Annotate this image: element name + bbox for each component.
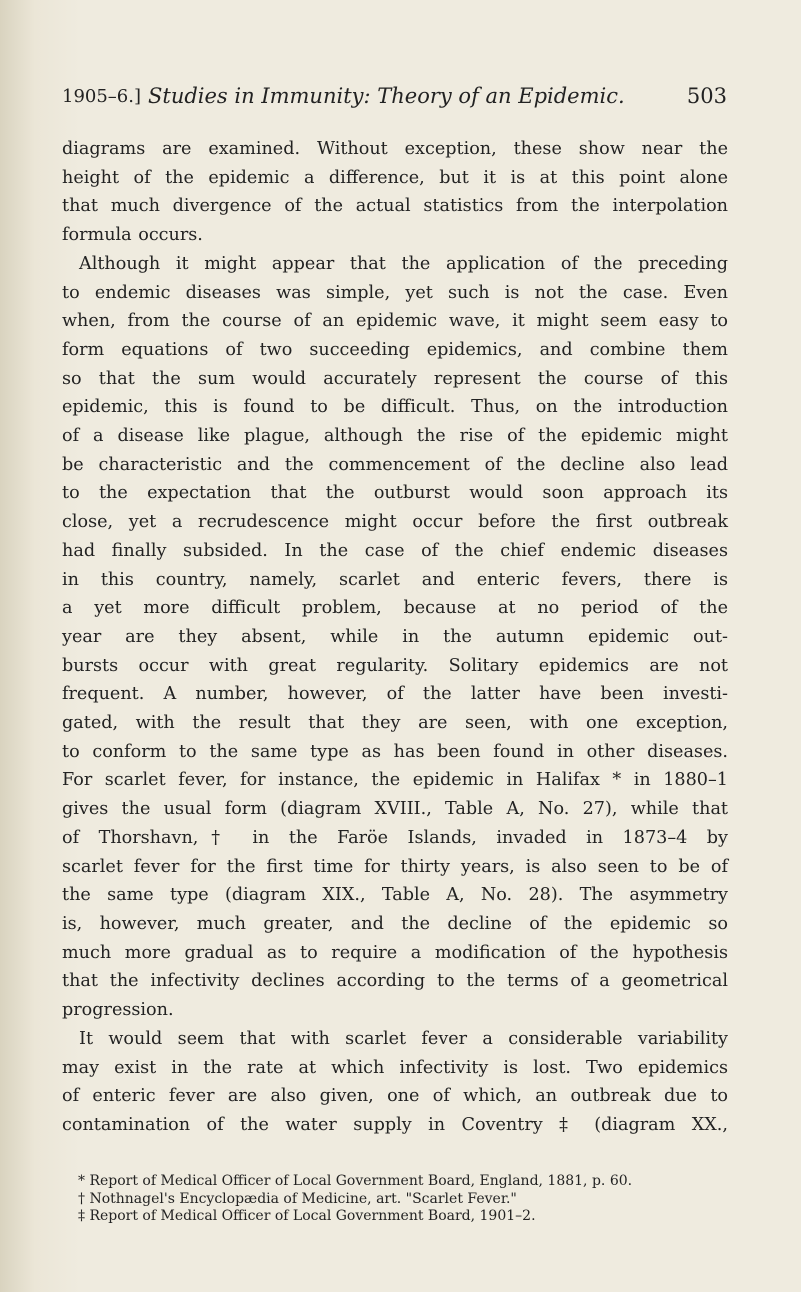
- text-line: to the expectation that the outburst would soon approach its: [62, 483, 728, 504]
- text-line: diagrams are examined. Without exception, these show near the: [62, 139, 728, 159]
- text-line: that much divergence of the actual statistics from the interpolation: [62, 196, 728, 217]
- footnote: † Nothnagel's Encyclopædia of Medicine, art. "Scarlet Fever.": [78, 1190, 517, 1207]
- text-line: formula occurs.: [62, 225, 203, 246]
- text-line: much more gradual as to require a modification of the hypothesis: [62, 942, 728, 963]
- text-line: so that the sum would accurately represent the course of this: [62, 368, 728, 389]
- text-line: a yet more difficult problem, because at no period of the: [62, 598, 728, 619]
- body-text: [62, 135, 728, 1140]
- text-line: is, however, much greater, and the decline of the epidemic so: [62, 913, 728, 934]
- text-line: height of the epidemic a difference, but it is at this point alone: [62, 167, 728, 188]
- page-number: 503: [686, 84, 727, 108]
- text-line: in this country, namely, scarlet and enteric fevers, there is: [62, 569, 728, 590]
- text-line: to endemic diseases was simple, yet such is not the case. Even: [62, 282, 728, 303]
- running-header: [62, 82, 727, 114]
- text-line: the same type (diagram XIX., Table A, No. 28). The asymmetry: [62, 885, 728, 906]
- text-line: form equations of two succeeding epidemics, and combine them: [62, 339, 728, 360]
- text-line: be characteristic and the commencement of the decline also lead: [62, 454, 728, 475]
- text-line: scarlet fever for the first time for thirty years, is also seen to be of: [62, 856, 728, 877]
- text-line: that the infectivity declines according to the terms of a geometrical: [62, 971, 728, 992]
- footnote: * Report of Medical Officer of Local Government Board, England, 1881, p. 60.: [78, 1173, 633, 1189]
- text-line: progression.: [62, 1000, 174, 1021]
- text-line: For scarlet fever, for instance, the epidemic in Halifax * in 1880–1: [62, 770, 728, 791]
- footnotes: [62, 1173, 728, 1226]
- text-line: when, from the course of an epidemic wave, it might seem easy to: [62, 311, 728, 332]
- text-line: of enteric fever are also given, one of which, an outbreak due to: [62, 1086, 728, 1107]
- header-year: 1905–6.]: [62, 86, 142, 107]
- text-line: Although it might appear that the application of the preceding: [79, 253, 728, 274]
- text-line: close, yet a recrudescence might occur before the first outbreak: [62, 512, 728, 533]
- text-line: epidemic, this is found to be difficult. Thus, on the introduction: [62, 397, 728, 418]
- text-line: year are they absent, while in the autumn epidemic out-: [62, 626, 728, 647]
- text-line: contamination of the water supply in Coventry ‡ (diagram XX.,: [62, 1114, 728, 1135]
- footnote: ‡ Report of Medical Officer of Local Government Board, 1901–2.: [78, 1208, 536, 1224]
- text-line: gated, with the result that they are seen, with one exception,: [62, 713, 728, 734]
- header-title: Studies in Immunity: Theory of an Epidemic.: [148, 84, 625, 108]
- text-line: to conform to the same type as has been found in other diseases.: [62, 741, 728, 762]
- text-line: It would seem that with scarlet fever a considerable variability: [79, 1028, 728, 1049]
- text-line: of Thorshavn,† in the Faröe Islands, invaded in 1873–4 by: [62, 827, 728, 848]
- text-line: may exist in the rate at which infectivity is lost. Two epidemics: [62, 1057, 728, 1078]
- text-line: frequent. A number, however, of the latter have been investi-: [62, 684, 728, 705]
- text-line: gives the usual form (diagram XVIII., Table A, No. 27), while that: [62, 799, 728, 820]
- text-line: of a disease like plague, although the rise of the epidemic might: [62, 426, 728, 447]
- text-line: had finally subsided. In the case of the chief endemic diseases: [62, 540, 728, 561]
- text-line: bursts occur with great regularity. Solitary epidemics are not: [62, 655, 728, 676]
